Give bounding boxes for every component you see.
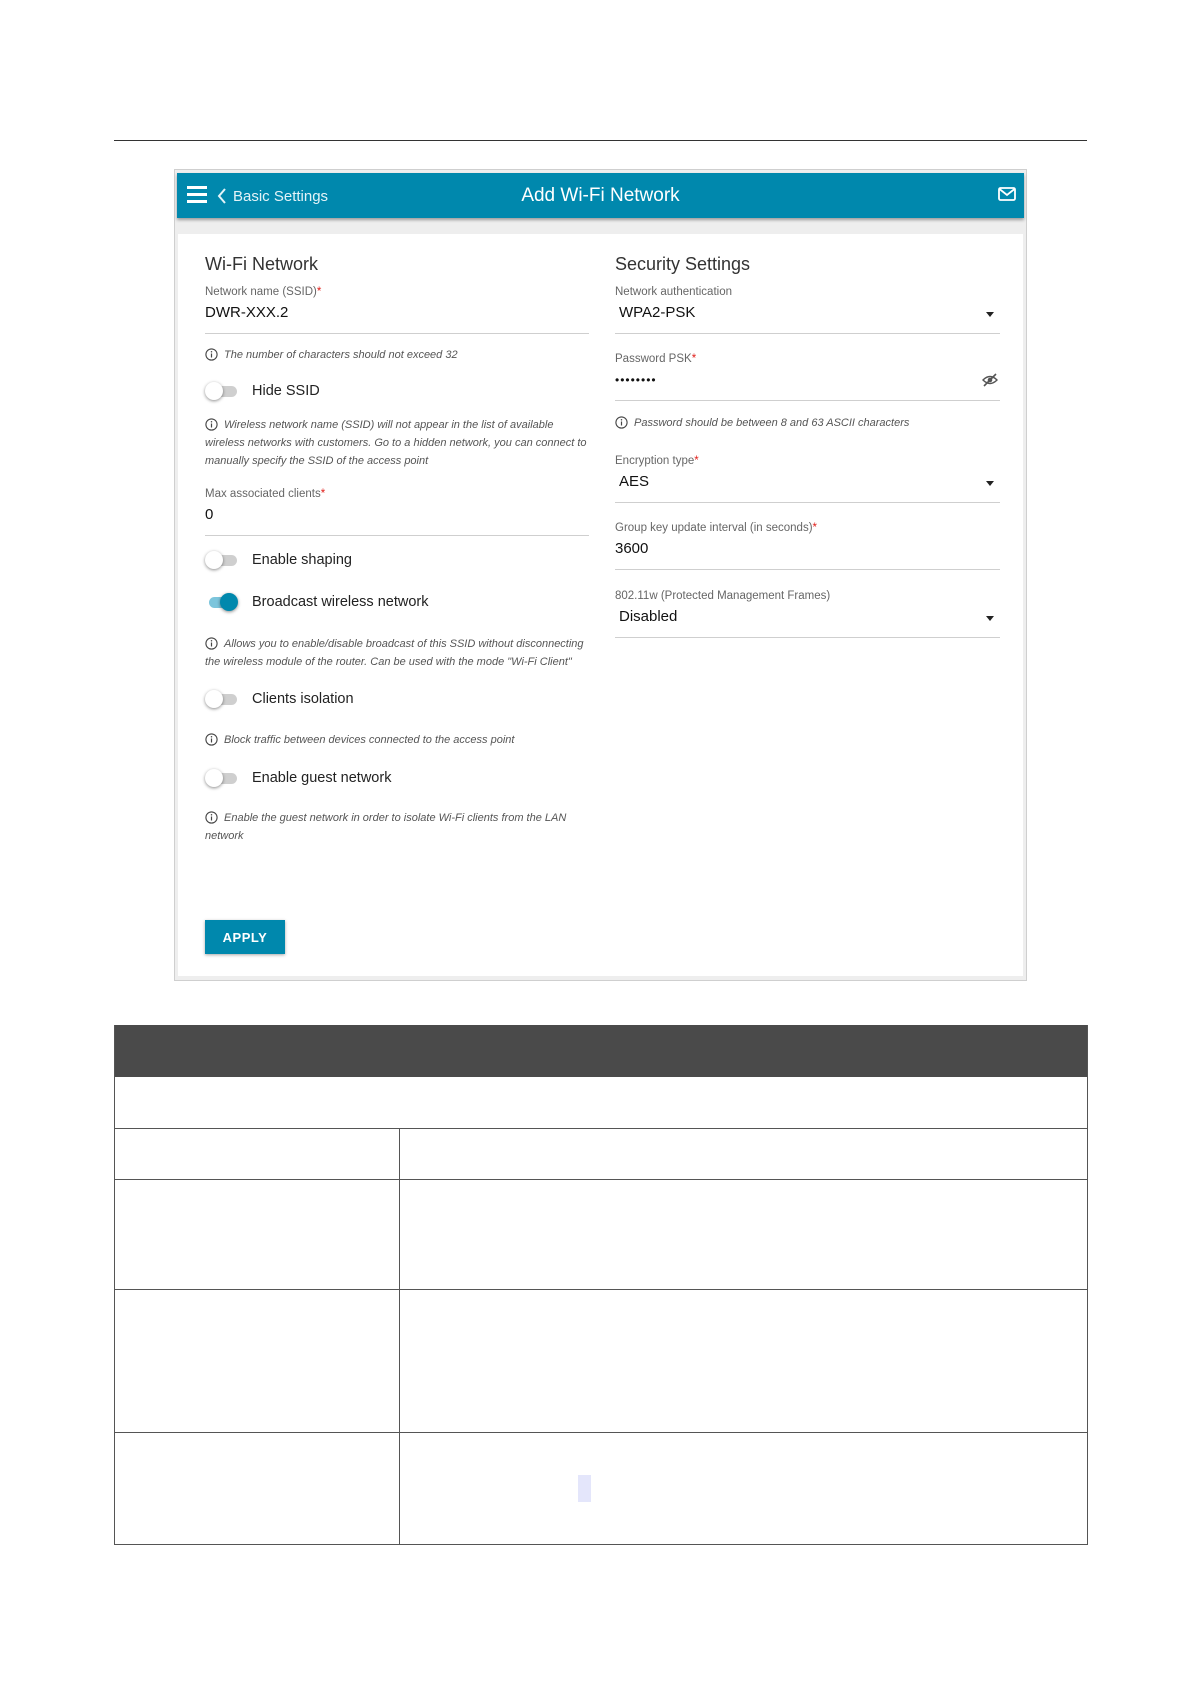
encryption-value: AES xyxy=(619,473,650,490)
ssid-hint-text: The number of characters should not exceed 32 xyxy=(224,349,458,361)
broadcast-label: Broadcast wireless network xyxy=(252,594,429,610)
psk-input[interactable] xyxy=(615,369,1000,401)
psk-label: Password PSK xyxy=(615,353,692,365)
hide-ssid-toggle-row[interactable] xyxy=(205,380,320,402)
isolation-hint-text: Block traffic between devices connected to the access point xyxy=(224,734,515,746)
guest-toggle-row[interactable] xyxy=(205,767,391,789)
hide-ssid-hint xyxy=(205,416,589,470)
pmf-select[interactable] xyxy=(615,606,1000,638)
table-row-divider xyxy=(114,1432,1088,1433)
psk-hint xyxy=(615,414,1000,432)
encryption-select[interactable] xyxy=(615,471,1000,503)
max-clients-field[interactable] xyxy=(205,488,589,536)
info-icon xyxy=(205,733,218,746)
broadcast-hint-text: Allows you to enable/disable broadcast of this SSID without disconnecting the wireless module of the router. Can be used with the mode "Wi-Fi Client" xyxy=(205,638,584,668)
back-link-label: Basic Settings xyxy=(233,187,329,205)
security-section-title: Security Settings xyxy=(615,254,751,274)
info-icon xyxy=(205,637,218,650)
guest-hint-text: Enable the guest network in order to isolate Wi-Fi clients from the LAN network xyxy=(205,812,567,842)
pmf-value: Disabled xyxy=(619,608,678,625)
shaping-label: Enable shaping xyxy=(252,552,352,568)
eye-off-icon[interactable] xyxy=(982,373,998,387)
guest-hint xyxy=(205,809,589,845)
table-cell-highlight xyxy=(578,1475,591,1502)
max-clients-label: Max associated clients xyxy=(205,488,321,500)
auth-select[interactable] xyxy=(615,302,1000,334)
settings-card xyxy=(178,234,1023,976)
menu-icon[interactable] xyxy=(187,186,207,204)
info-icon xyxy=(205,811,218,824)
pmf-field[interactable] xyxy=(615,590,1000,638)
auth-value: WPA2-PSK xyxy=(619,304,696,321)
table-row-divider xyxy=(114,1289,1088,1290)
group-key-label: Group key update interval (in seconds) xyxy=(615,522,813,534)
encryption-field[interactable] xyxy=(615,455,1000,503)
table-border-right xyxy=(1087,1025,1088,1545)
group-key-input[interactable]: 3600 xyxy=(615,538,1000,570)
info-icon xyxy=(615,416,628,429)
apply-button[interactable]: APPLY xyxy=(205,920,285,954)
required-mark: * xyxy=(691,353,697,365)
info-icon xyxy=(205,418,218,431)
page-title: Add Wi-Fi Network xyxy=(521,185,680,206)
ssid-hint xyxy=(205,346,589,364)
back-link[interactable] xyxy=(217,185,328,207)
hide-ssid-hint-text: Wireless network name (SSID) will not appear in the list of available wireless networks with customers. Go to a hidden network, you can connect to manually specify the SSID of the access point xyxy=(205,419,587,467)
chevron-down-icon xyxy=(986,312,994,317)
table-row-divider xyxy=(114,1179,1088,1180)
ssid-field[interactable] xyxy=(205,286,589,334)
router-web-ui-screenshot xyxy=(174,169,1027,981)
chevron-left-icon xyxy=(217,188,227,204)
isolation-hint xyxy=(205,731,589,749)
ssid-label: Network name (SSID) xyxy=(205,286,317,298)
group-key-field[interactable] xyxy=(615,522,1000,570)
pmf-label: 802.11w (Protected Management Frames) xyxy=(615,590,831,602)
broadcast-toggle[interactable] xyxy=(205,592,238,612)
wifi-section-title: Wi-Fi Network xyxy=(205,254,318,274)
table-row-divider xyxy=(114,1128,1088,1129)
encryption-label: Encryption type xyxy=(615,455,695,467)
table-header xyxy=(114,1025,1088,1077)
max-clients-input[interactable]: 0 xyxy=(205,504,589,536)
isolation-label: Clients isolation xyxy=(252,691,354,707)
required-mark: * xyxy=(694,455,699,467)
psk-value: •••••••• xyxy=(615,373,657,387)
shaping-toggle-row[interactable] xyxy=(205,549,352,571)
auth-field[interactable] xyxy=(615,286,1000,334)
chevron-down-icon xyxy=(986,481,994,486)
required-mark: * xyxy=(812,522,818,534)
table-border-left xyxy=(114,1025,115,1545)
chevron-down-icon xyxy=(986,616,994,621)
required-mark: * xyxy=(316,286,322,298)
ssid-input[interactable]: DWR-XXX.2 xyxy=(205,302,589,334)
top-bar xyxy=(177,173,1024,218)
required-mark: * xyxy=(320,488,326,500)
shaping-toggle[interactable] xyxy=(205,550,238,570)
hide-ssid-label: Hide SSID xyxy=(252,383,320,399)
guest-label: Enable guest network xyxy=(252,770,392,786)
mail-icon[interactable] xyxy=(998,187,1016,201)
psk-field[interactable] xyxy=(615,353,1000,401)
hide-ssid-toggle[interactable] xyxy=(205,381,238,401)
auth-label: Network authentication xyxy=(615,286,732,298)
page-top-rule xyxy=(114,140,1087,141)
psk-hint-text: Password should be between 8 and 63 ASCII characters xyxy=(634,417,910,429)
isolation-toggle-row[interactable] xyxy=(205,688,354,710)
broadcast-hint xyxy=(205,635,589,671)
info-icon xyxy=(205,348,218,361)
table-border-bottom xyxy=(114,1544,1088,1545)
isolation-toggle[interactable] xyxy=(205,689,238,709)
table-column-divider xyxy=(399,1128,400,1544)
guest-toggle[interactable] xyxy=(205,768,238,788)
broadcast-toggle-row[interactable] xyxy=(205,591,429,613)
